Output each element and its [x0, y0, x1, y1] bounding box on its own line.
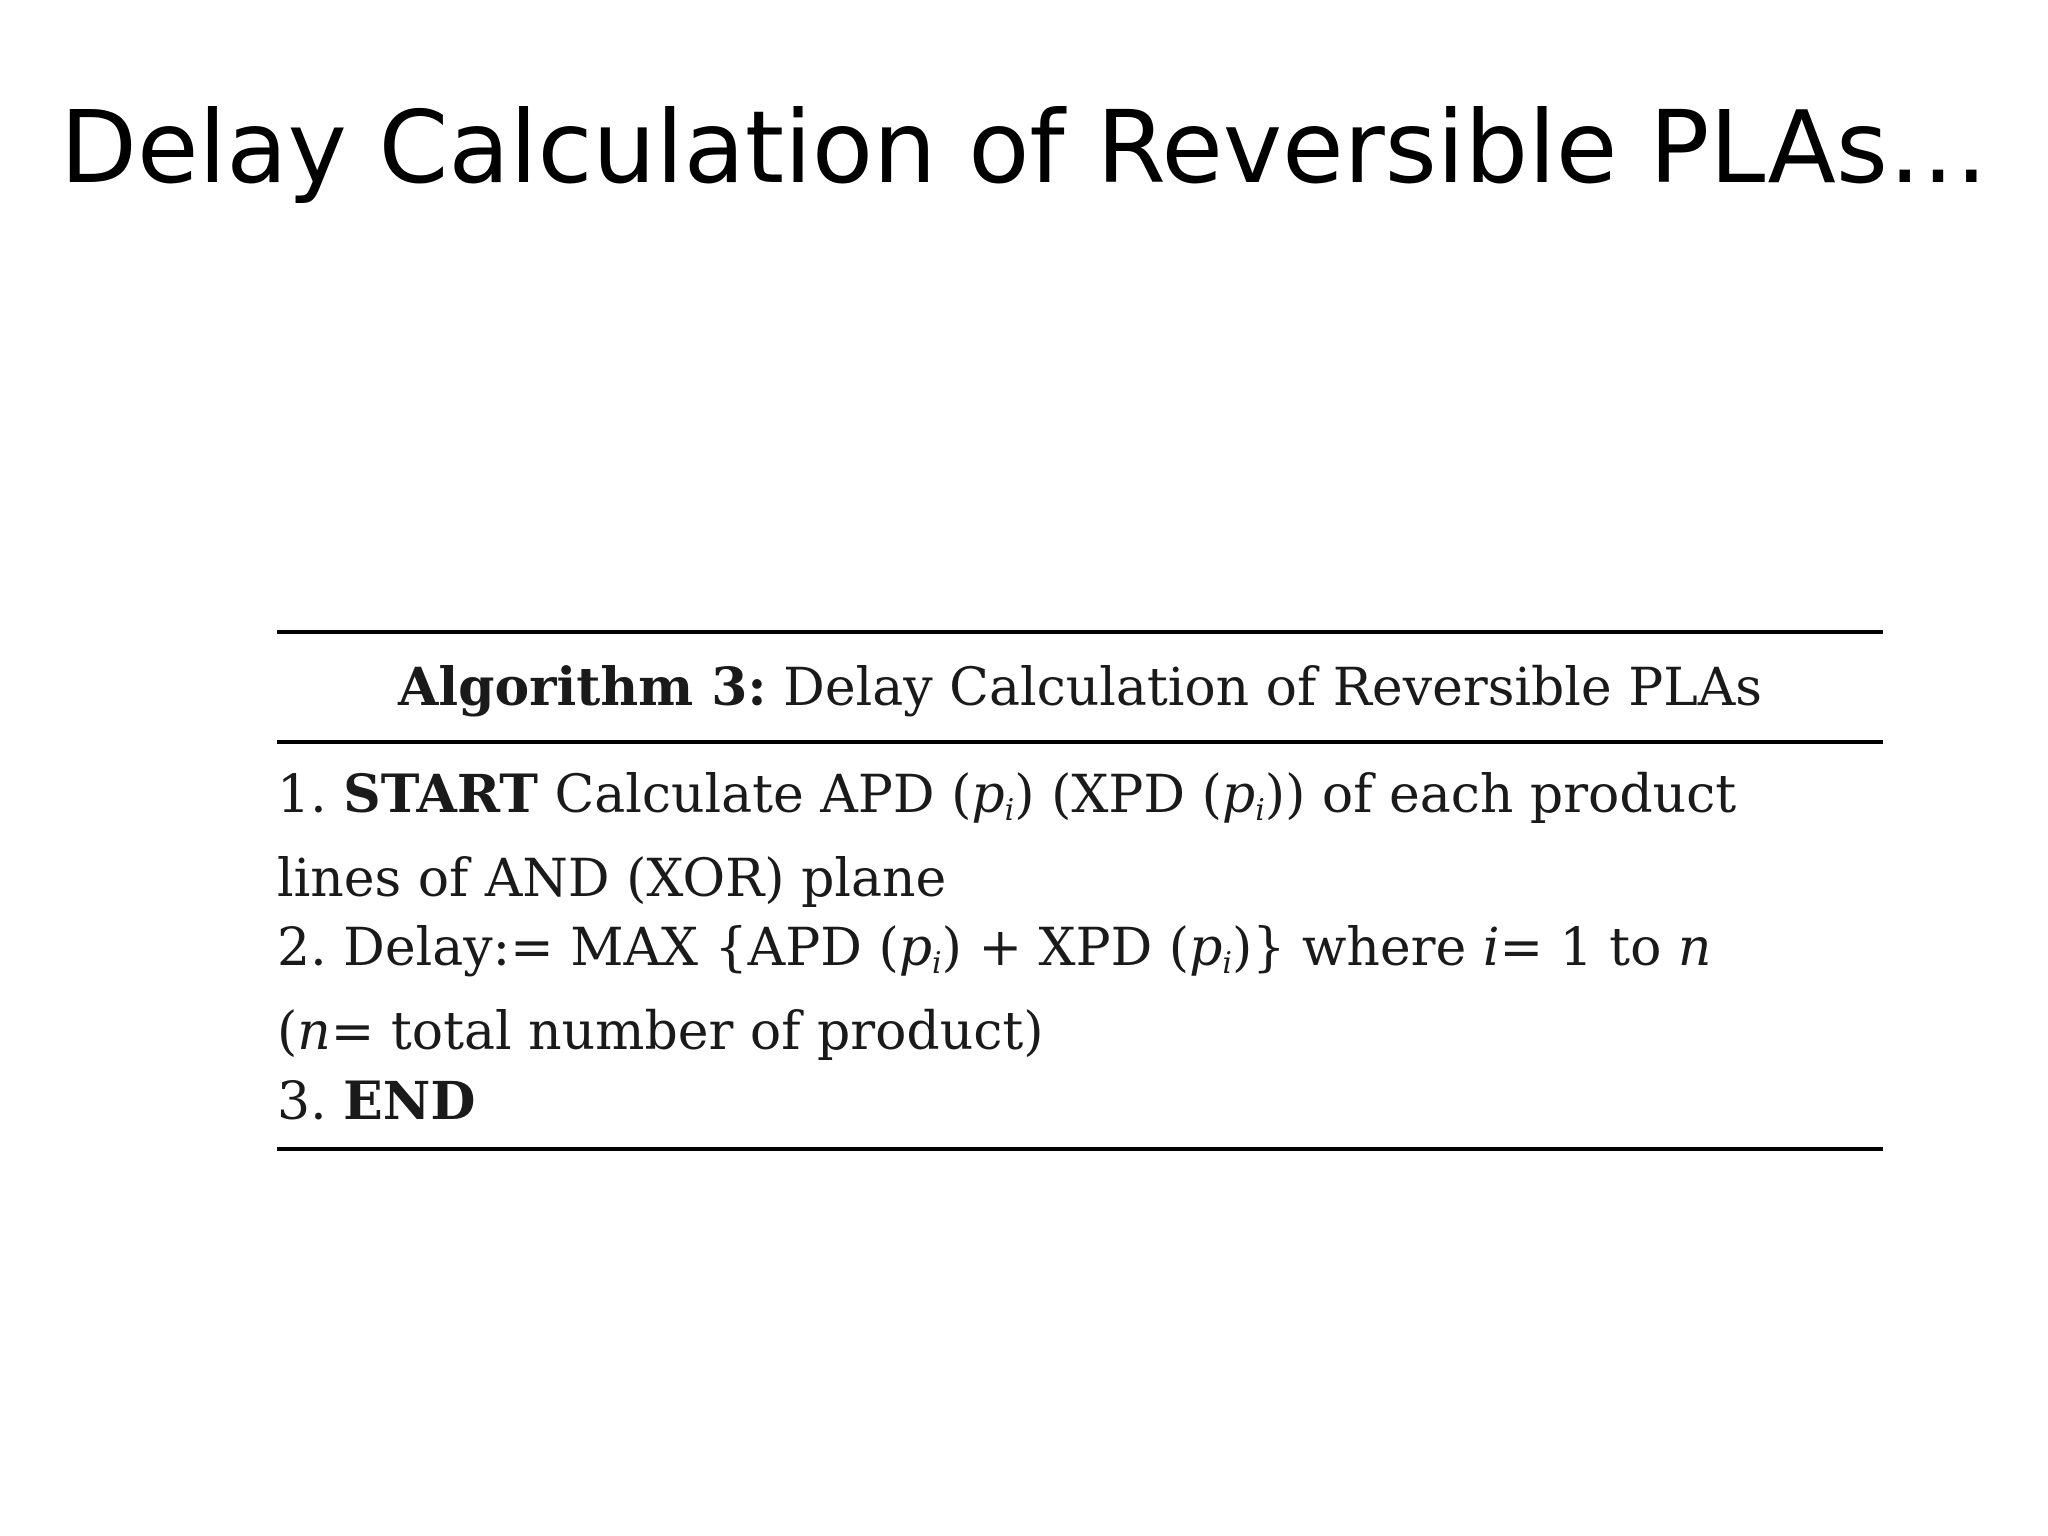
- slide-title: Delay Calculation of Reversible PLAs…: [60, 89, 1988, 206]
- step-text: ) (XPD (: [1014, 765, 1222, 825]
- math-variable: p: [1189, 918, 1223, 978]
- math-variable: p: [898, 918, 933, 978]
- algorithm-box: [277, 630, 1883, 1151]
- math-variable: n: [1677, 918, 1712, 978]
- bottom-rule: [277, 1147, 1883, 1151]
- step-2-line-1: [277, 914, 1883, 998]
- step-1-line-2: lines of AND (XOR) plane: [277, 849, 947, 909]
- step-number: 3.: [277, 1072, 327, 1132]
- math-subscript: i: [932, 946, 942, 981]
- step-text: = total number of product): [330, 1002, 1044, 1062]
- math-subscript: i: [1255, 793, 1265, 828]
- step-text: = 1 to: [1499, 918, 1662, 978]
- math-subscript: i: [1222, 946, 1232, 981]
- math-variable: n: [297, 1002, 331, 1062]
- step-text: Calculate APD (: [554, 765, 972, 825]
- step-text: )) of each product: [1264, 765, 1737, 825]
- algorithm-caption: [277, 634, 1883, 740]
- step-keyword: END: [343, 1071, 476, 1132]
- step-2-line-2: [277, 998, 1883, 1067]
- step-3-line-1: [277, 1067, 1883, 1137]
- step-text: ) + XPD (: [941, 918, 1190, 978]
- step-number: 2.: [277, 918, 327, 978]
- algorithm-caption-label: Algorithm 3:: [398, 657, 767, 718]
- math-variable: p: [971, 765, 1005, 825]
- algorithm-caption-text: Delay Calculation of Reversible PLAs: [783, 658, 1762, 718]
- step-keyword: START: [343, 764, 538, 825]
- step-1-line-1: [277, 760, 1883, 845]
- algorithm-body: [277, 744, 1883, 1147]
- math-variable: p: [1221, 765, 1256, 825]
- step-number: 1.: [277, 765, 327, 825]
- step-text: (: [277, 1002, 298, 1062]
- step-text: )} where: [1231, 918, 1467, 978]
- math-variable: i: [1482, 918, 1500, 978]
- math-subscript: i: [1004, 793, 1015, 828]
- step-text: Delay:= MAX {APD (: [343, 918, 899, 978]
